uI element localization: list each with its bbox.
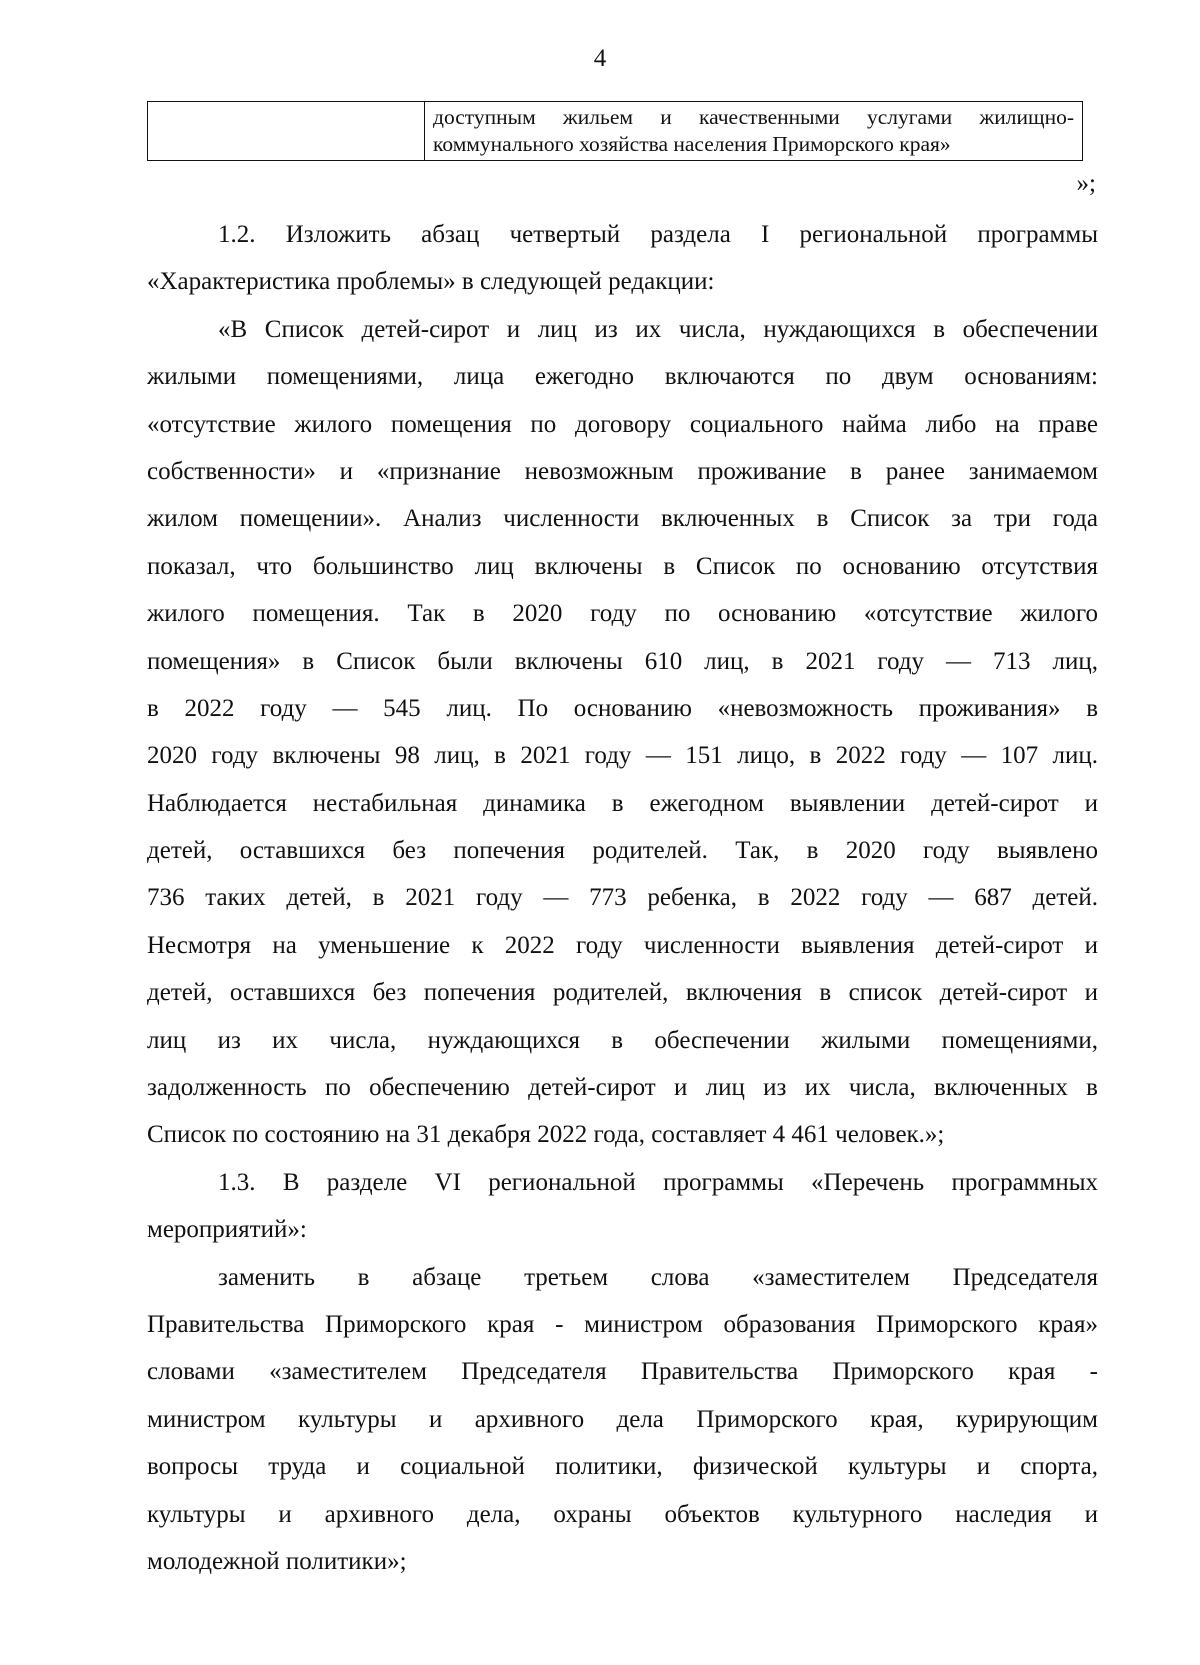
table-cell-text (425, 102, 1082, 160)
text-line: молодежной политики»; (147, 1547, 407, 1575)
text-line: жилыми помещениями, лица ежегодно включаются по двум основаниям: (147, 363, 1098, 391)
text-line: заменить в абзаце третьем слова «заместителем Председателя (218, 1263, 1098, 1291)
text-line: «отсутствие жилого помещения по договору социального найма либо на праве (147, 410, 1098, 438)
closing-quote: »; (1076, 170, 1096, 197)
text-line: 1.3. В разделе VI региональной программы «Перечень программных (218, 1168, 1098, 1196)
program-table-fragment (147, 101, 1083, 161)
text-line: «Характеристика проблемы» в следующей редакции: (147, 268, 715, 296)
text-line: 1.2. Изложить абзац четвертый раздела I региональной программы (218, 221, 1098, 248)
page-number: 4 (593, 45, 607, 72)
text-line: собственности» и «признание невозможным проживание в ранее занимаемом (147, 457, 1098, 485)
text-line: жилого помещения. Так в 2020 году по основанию «отсутствие жилого (147, 600, 1098, 628)
table-cell-line: коммунального хозяйства населения Приморского края» (433, 132, 951, 156)
document-body (147, 211, 1098, 1585)
text-line: Список по состоянию на 31 декабря 2022 года, составляет 4 461 человек.»; (147, 1121, 945, 1149)
text-line: показал, что большинство лиц включены в Список по основанию отсутствия (147, 552, 1098, 580)
text-line: 2020 году включены 98 лиц, в 2021 году — 151 лицо, в 2022 году — 107 лиц. (147, 742, 1098, 770)
table-cell-line: доступным жильем и качественными услугами жилищно- (433, 105, 1074, 129)
text-line: задолженность по обеспечению детей-сирот и лиц из их числа, включенных в (147, 1074, 1098, 1102)
text-line: министром культуры и архивного дела Приморского края, курирующим (147, 1405, 1098, 1433)
text-line: помещения» в Список были включены 610 лиц, в 2021 году — 713 лиц, (147, 647, 1098, 675)
text-line: мероприятий»: (147, 1216, 307, 1244)
text-line: детей, оставшихся без попечения родителей. Так, в 2020 году выявлено (147, 837, 1098, 865)
text-line: «В Список детей-сирот и лиц из их числа, нуждающихся в обеспечении (218, 315, 1098, 343)
text-line: 736 таких детей, в 2021 году — 773 ребенка, в 2022 году — 687 детей. (147, 884, 1098, 912)
text-line: жилом помещении». Анализ численности включенных в Список за три года (147, 505, 1098, 533)
text-line: Наблюдается нестабильная динамика в ежегодном выявлении детей-сирот и (147, 789, 1098, 817)
text-line: детей, оставшихся без попечения родителей, включения в список детей-сирот и (147, 979, 1098, 1007)
table-cell-empty (148, 102, 425, 160)
text-line: культуры и архивного дела, охраны объектов культурного наследия и (147, 1500, 1098, 1528)
text-line: Несмотря на уменьшение к 2022 году численности выявления детей-сирот и (147, 931, 1098, 959)
text-line: лиц из их числа, нуждающихся в обеспечении жилыми помещениями, (147, 1026, 1098, 1054)
text-line: словами «заместителем Председателя Правительства Приморского края - (147, 1358, 1098, 1386)
text-line: вопросы труда и социальной политики, физической культуры и спорта, (147, 1453, 1098, 1481)
text-line: в 2022 году — 545 лиц. По основанию «невозможность проживания» в (147, 694, 1098, 722)
text-line: Правительства Приморского края - министром образования Приморского края» (147, 1310, 1098, 1338)
